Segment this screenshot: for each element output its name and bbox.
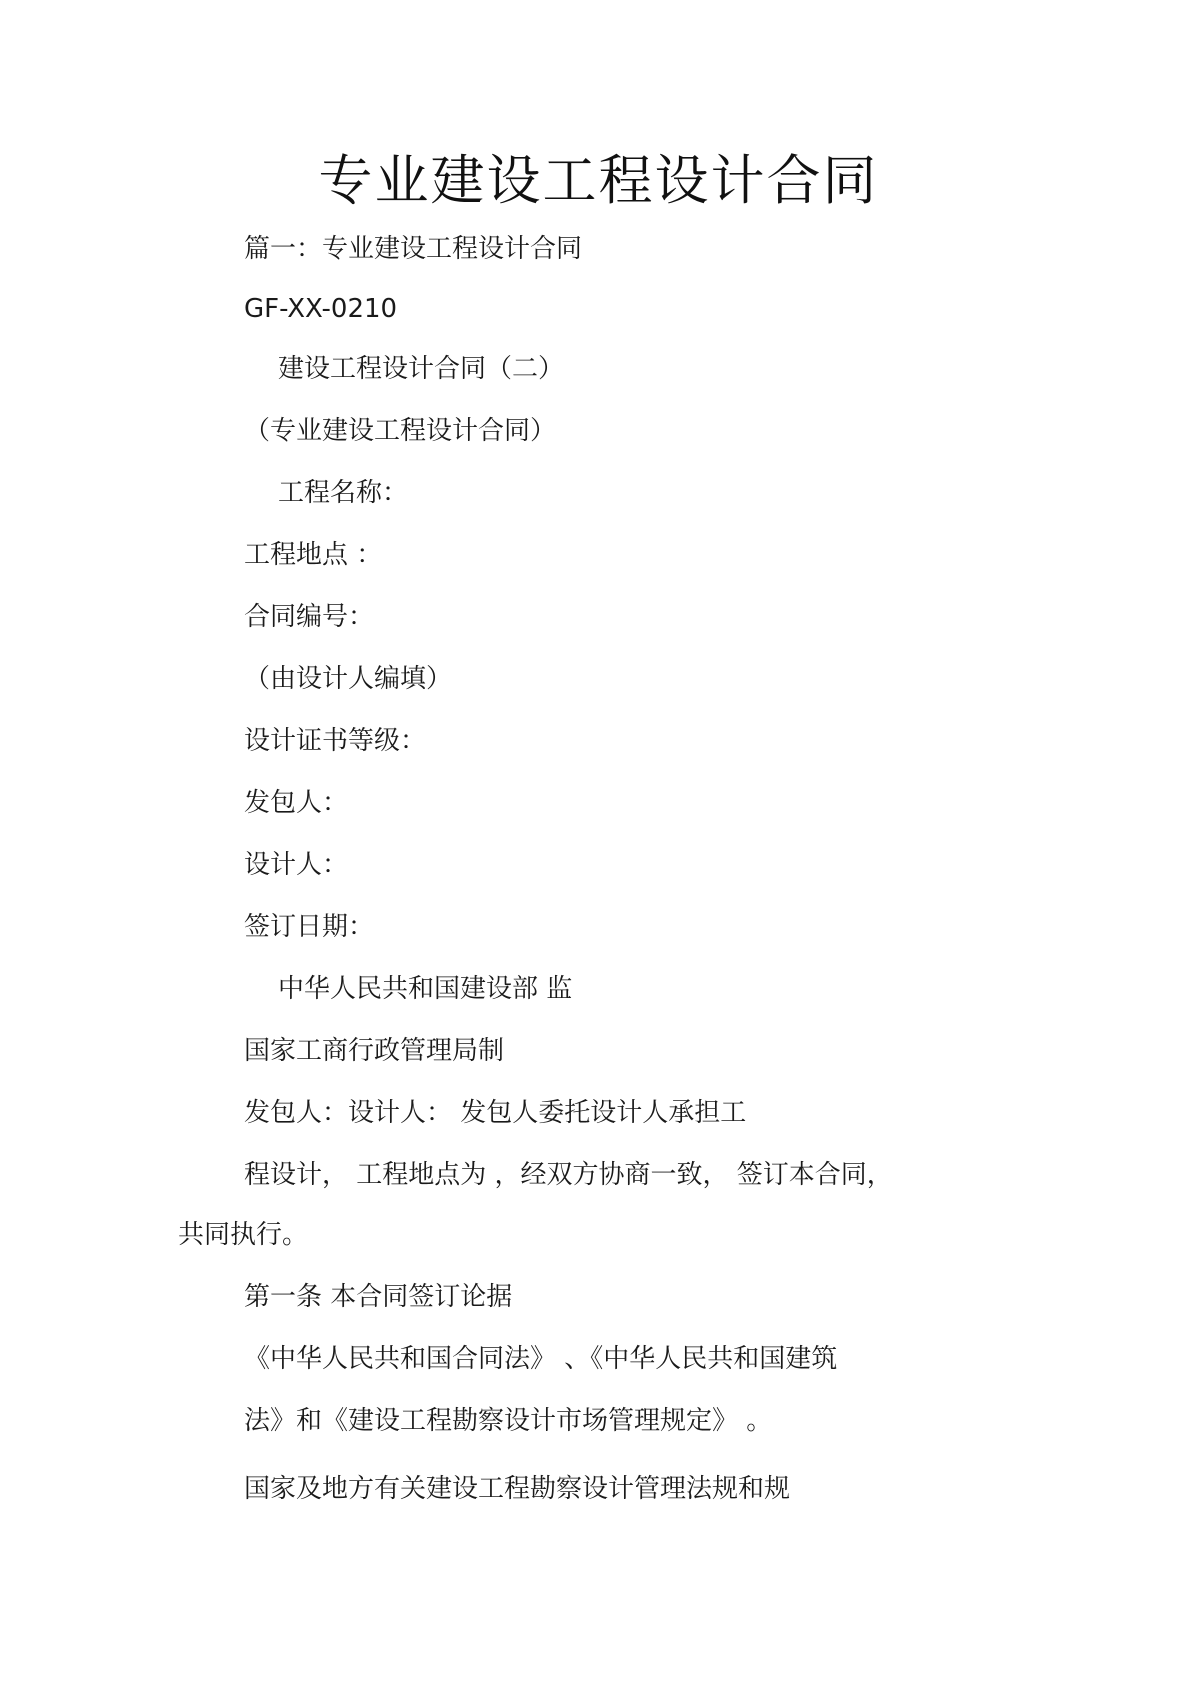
text-line: 合同编号： — [244, 602, 375, 632]
text-line: 发包人：设计人： 发包人委托设计人承担工 — [244, 1098, 747, 1128]
text-line: 中华人民共和国建设部 监 — [278, 974, 573, 1004]
text-line: 发包人： — [244, 788, 349, 818]
text-line: 设计证书等级： — [244, 726, 427, 756]
text-line: 第一条 本合同签订论据 — [244, 1282, 513, 1312]
text-line: 国家工商行政管理局制 — [244, 1036, 505, 1066]
text-line: （专业建设工程设计合同） — [244, 416, 557, 446]
text-line: 篇一：专业建设工程设计合同 — [244, 234, 583, 264]
text-line: 程设计， 工程地点为 ，经双方协商一致， 签订本合同， — [244, 1160, 893, 1190]
text-line: 法》和《建设工程勘察设计市场管理规定》 。 — [244, 1406, 773, 1436]
text-line: （由设计人编填） — [244, 664, 453, 694]
text-line: 工程地点 ： — [244, 540, 383, 570]
document-title: 专业建设工程设计合同 — [318, 149, 879, 212]
text-line: 《中华人民共和国合同法》 、《中华人民共和国建筑 — [244, 1344, 838, 1374]
text-line: 工程名称： — [278, 478, 409, 508]
text-line: 建设工程设计合同（二） — [278, 354, 565, 384]
text-line: 设计人： — [244, 850, 349, 880]
text-line: GF-XX-0210 — [244, 294, 398, 324]
text-line: 共同执行。 — [178, 1220, 309, 1250]
text-line: 签订日期： — [244, 912, 375, 942]
text-line: 国家及地方有关建设工程勘察设计管理法规和规 — [244, 1474, 791, 1504]
